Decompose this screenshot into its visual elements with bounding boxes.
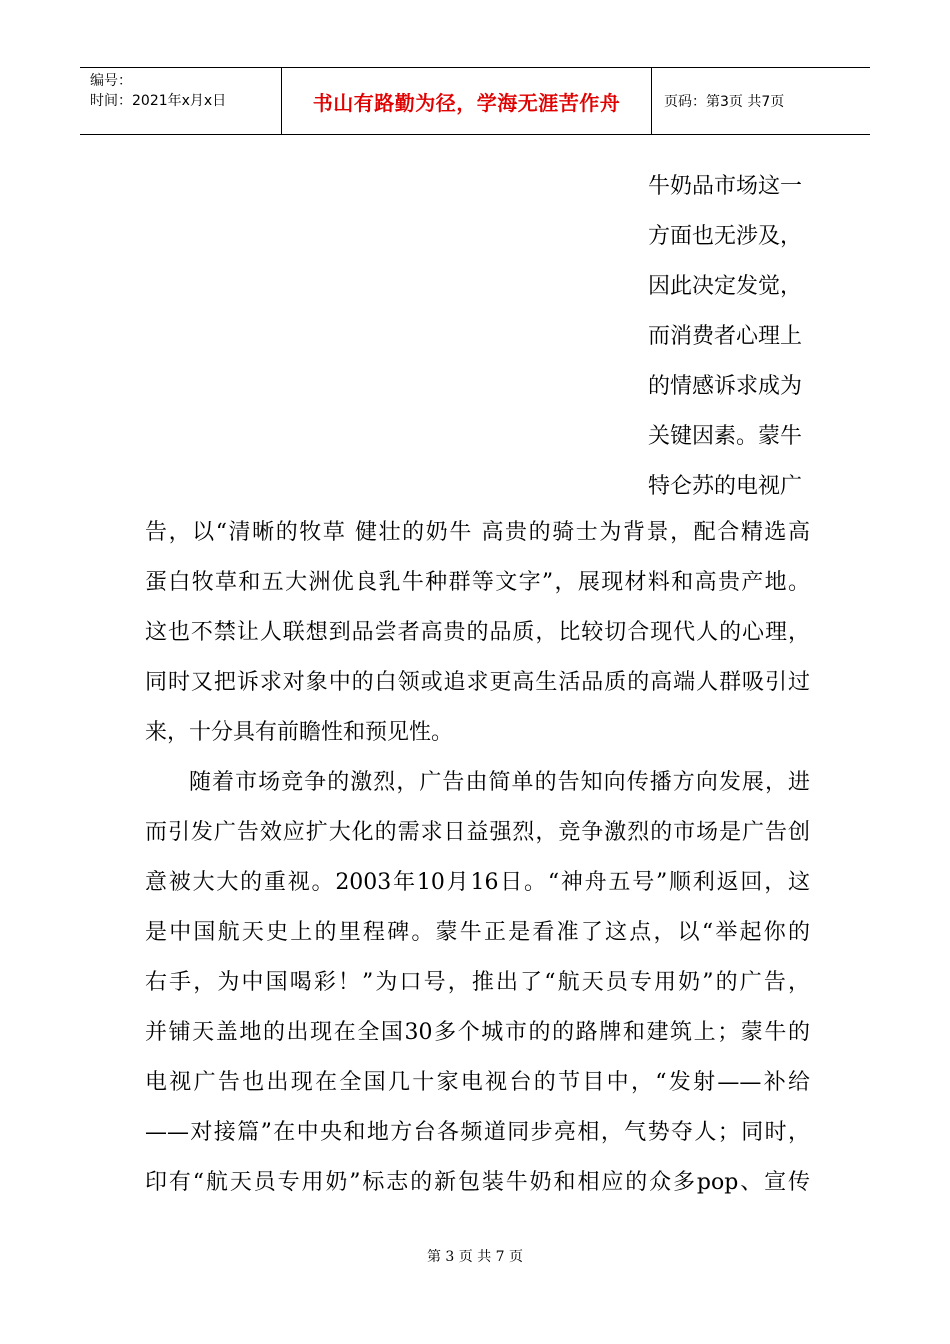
paragraph-line: ——对接篇”在中央和地方台各频道同步亮相，气势夺人；同时，	[145, 1120, 810, 1145]
paragraph-line: 来，十分具有前瞻性和预见性。	[145, 720, 454, 745]
paragraph-line: 而引发广告效应扩大化的需求日益强烈，竞争激烈的市场是广告创	[145, 820, 810, 845]
column-line: 关键因素。蒙牛	[648, 424, 803, 449]
paragraph-line: 这也不禁让人联想到品尝者高贵的品质，比较切合现代人的心理，	[145, 620, 810, 645]
column-line: 而消费者心理上	[648, 324, 803, 349]
column-line: 方面也无涉及，	[648, 224, 803, 249]
page-header	[80, 67, 870, 135]
document-number: 编号：	[90, 73, 132, 89]
page-footer: 第 3 页 共 7 页	[426, 1249, 524, 1265]
column-line: 因此决定发觉，	[648, 274, 803, 299]
paragraph-line: 是中国航天史上的里程碑。蒙牛正是看准了这点，以“举起你的	[145, 920, 810, 945]
paragraph-line: 告，以“清晰的牧草 健壮的奶牛 高贵的骑士为背景，配合精选高	[145, 520, 810, 545]
paragraph-line: 右手，为中国喝彩！”为口号，推出了“航天员专用奶”的广告，	[145, 970, 810, 995]
header-meta	[80, 68, 282, 134]
paragraph-line: 印有“航天员专用奶”标志的新包装牛奶和相应的众多pop、宣传	[145, 1170, 810, 1195]
paragraph-line: 蛋白牧草和五大洲优良乳牛种群等文字”，展现材料和高贵产地。	[145, 570, 810, 595]
paragraph-line: 随着市场竞争的激烈，广告由简单的告知向传播方向发展，进	[189, 770, 810, 795]
document-date: 时间：2021年x月x日	[90, 93, 227, 109]
header-page-info: 页码：第3页 共7页	[664, 94, 785, 110]
header-motto: 书山有路勤为径，学海无涯苦作舟	[282, 68, 652, 134]
paragraph-line: 并铺天盖地的出现在全国30多个城市的的路牌和建筑上；蒙牛的	[145, 1020, 810, 1045]
column-line: 牛奶品市场这一	[648, 174, 803, 199]
paragraph-line: 同时又把诉求对象中的白领或追求更高生活品质的高端人群吸引过	[145, 670, 810, 695]
column-line: 的情感诉求成为	[648, 374, 803, 399]
paragraph-line: 意被大大的重视。2003年10月16日。“神舟五号”顺利返回，这	[145, 870, 810, 895]
column-line: 特仑苏的电视广	[648, 474, 803, 499]
paragraph-line: 电视广告也出现在全国几十家电视台的节目中，“发射——补给	[145, 1070, 810, 1095]
